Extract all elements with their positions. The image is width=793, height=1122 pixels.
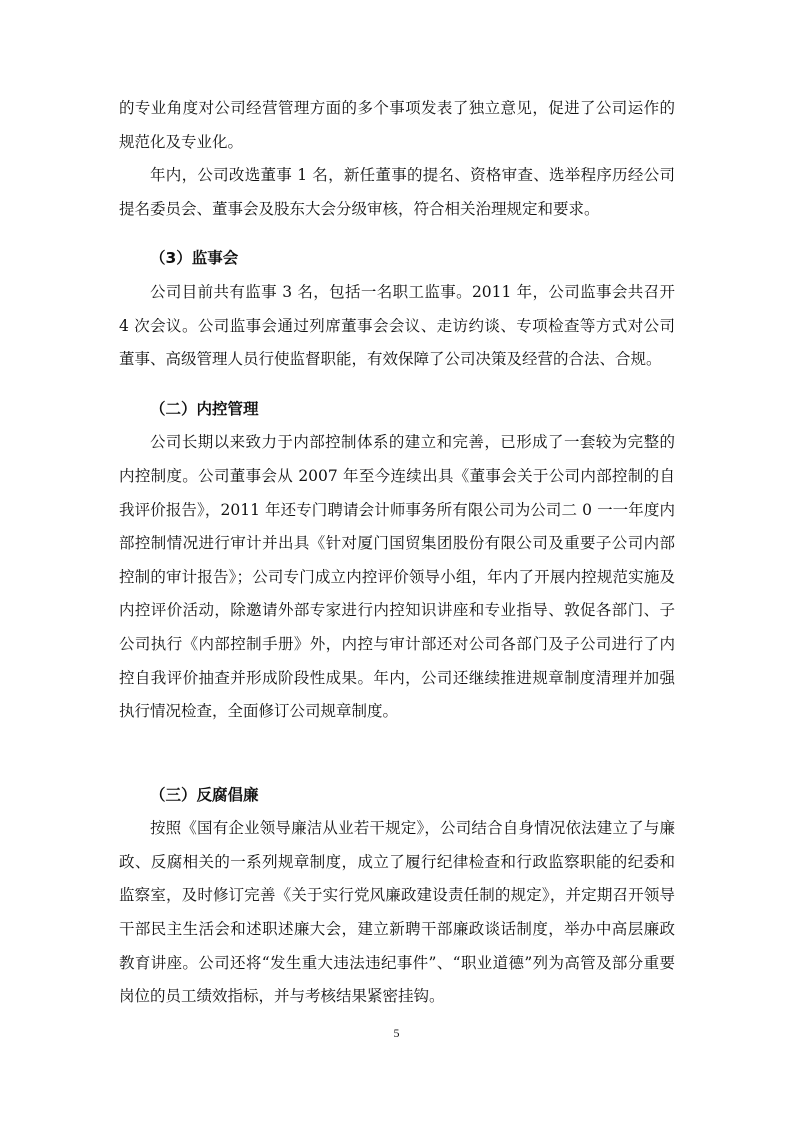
heading-anti-corruption: （三）反腐倡廉 — [150, 785, 259, 804]
paragraph-independent-opinion: 的专业角度对公司经营管理方面的多个事项发表了独立意见，促进了公司运作的规范化及专业化。 — [119, 99, 675, 151]
heading-internal-control: （二）内控管理 — [150, 399, 259, 418]
document-page — [119, 92, 675, 1014]
spacer — [119, 377, 675, 393]
paragraph-internal-control: 公司长期以来致力于内部控制体系的建立和完善，已形成了一套较为完整的内控制度。公司董事会从 2007 年至今连续出具《董事会关于公司内部控制的自我评价报告》，2011 年还专门聘请会计师事务所有限公司为公司二 0 一一年度内部控制情况进行审计并出具《针对厦门国贸集团股份有限公司及重要子公司内部控制的审计报告》；公司专门成立内控评价领导小组，年内了开展内控规范实施及内控评价活动，除邀请外部专家进行内控知识讲座和专业指导、敦促各部门、子公司执行《内部控制手册》外，内控与审计部还对公司各部门及子公司进行了内控自我评价抽查并形成阶段性成果。年内，公司还继续推进规章制度清理并加强执行情况检查，全面修订公司规章制度。 — [119, 433, 675, 721]
paragraph-supervisory-board: 公司目前共有监事 3 名，包括一名职工监事。2011 年，公司监事会共召开 4 次会议。公司监事会通过列席董事会会议、走访约谈、专项检查等方式对公司董事、高级管理人员行使监督职能，有效保障了公司决策及经营的合法、合规。 — [119, 282, 675, 369]
heading-supervisory-board: （3）监事会 — [150, 249, 239, 268]
page-number: 5 — [393, 1026, 400, 1040]
paragraph-anti-corruption: 按照《国有企业领导廉洁从业若干规定》，公司结合自身情况依法建立了与廉政、反腐相关的一系列规章制度，成立了履行纪律检查和行政监察职能的纪委和监察室，及时修订完善《关于实行党风廉政建设责任制的规定》，并定期召开领导干部民主生活会和述职述廉大会，建立新聘干部廉政谈话制度，举办中高层廉政教育讲座。公司还将“发生重大违法违纪事件”、“职业道德”列为高管及部分重要岗位的员工绩效指标，并与考核结果紧密挂钩。 — [119, 819, 675, 1006]
spacer — [119, 226, 675, 242]
paragraph-director-reelection: 年内，公司改选董事 1 名，新任董事的提名、资格审查、选举程序历经公司提名委员会、董事会及股东大会分级审核，符合相关治理规定和要求。 — [119, 166, 675, 218]
spacer — [119, 729, 675, 779]
